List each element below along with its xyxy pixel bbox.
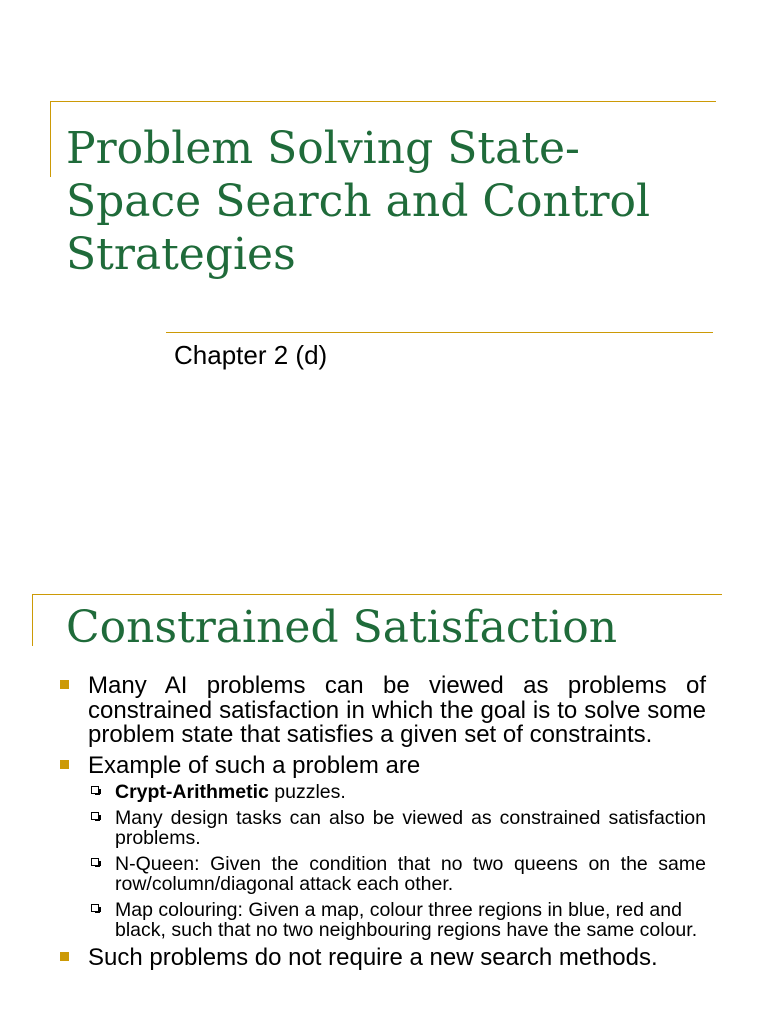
content-slide — [0, 580, 768, 1024]
bullet-text: Such problems do not require a new search methods. — [88, 944, 658, 971]
title-left-rule — [32, 594, 33, 646]
bullet-item — [58, 946, 706, 971]
title-left-rule — [50, 101, 51, 177]
title-top-rule — [50, 101, 716, 102]
square-bullet-icon — [60, 680, 69, 689]
sub-bullet-item — [88, 900, 706, 940]
square-bullet-icon — [60, 760, 69, 769]
sub-bullet-item — [88, 782, 706, 802]
title-top-rule — [32, 594, 722, 595]
sub-bullet-text: N-Queen: Given the condition that no two queens on the same row/column/diagonal attack each other. — [115, 853, 706, 895]
bullet-text: Example of such a problem are — [88, 751, 421, 779]
bullet-item — [58, 674, 706, 748]
slide-title: Constrained Satisfaction — [66, 602, 618, 653]
sub-bullet-text: Many design tasks can also be viewed as constrained satisfaction problems. — [115, 807, 706, 849]
slide-subtitle: Chapter 2 (d) — [174, 340, 328, 370]
sub-bullet-item — [88, 808, 706, 848]
sub-bullet-text: puzzles. — [268, 781, 346, 803]
bullet-list — [58, 674, 706, 977]
bullet-item — [58, 751, 706, 941]
sub-bullet-text: Map colouring: Given a map, colour three regions in blue, red and black, such that no two neighbouring regions have the same colour. — [115, 899, 698, 941]
sub-bullet-list — [88, 782, 706, 940]
box-bullet-icon — [91, 904, 99, 912]
sub-bullet-bold-text: Crypt-Arithmetic — [115, 781, 269, 803]
box-bullet-icon — [91, 858, 99, 866]
box-bullet-icon — [91, 786, 99, 794]
sub-bullet-item — [88, 854, 706, 894]
square-bullet-icon — [60, 952, 69, 961]
slide-title: Problem Solving State-Space Search and Control Strategies — [66, 123, 651, 280]
bullet-text: Many AI problems can be viewed as problems of constrained satisfaction in which the goal is to solve some problem state that satisfies a given set of constraints. — [88, 672, 706, 748]
box-bullet-icon — [91, 812, 99, 820]
subtitle-rule — [166, 332, 713, 333]
